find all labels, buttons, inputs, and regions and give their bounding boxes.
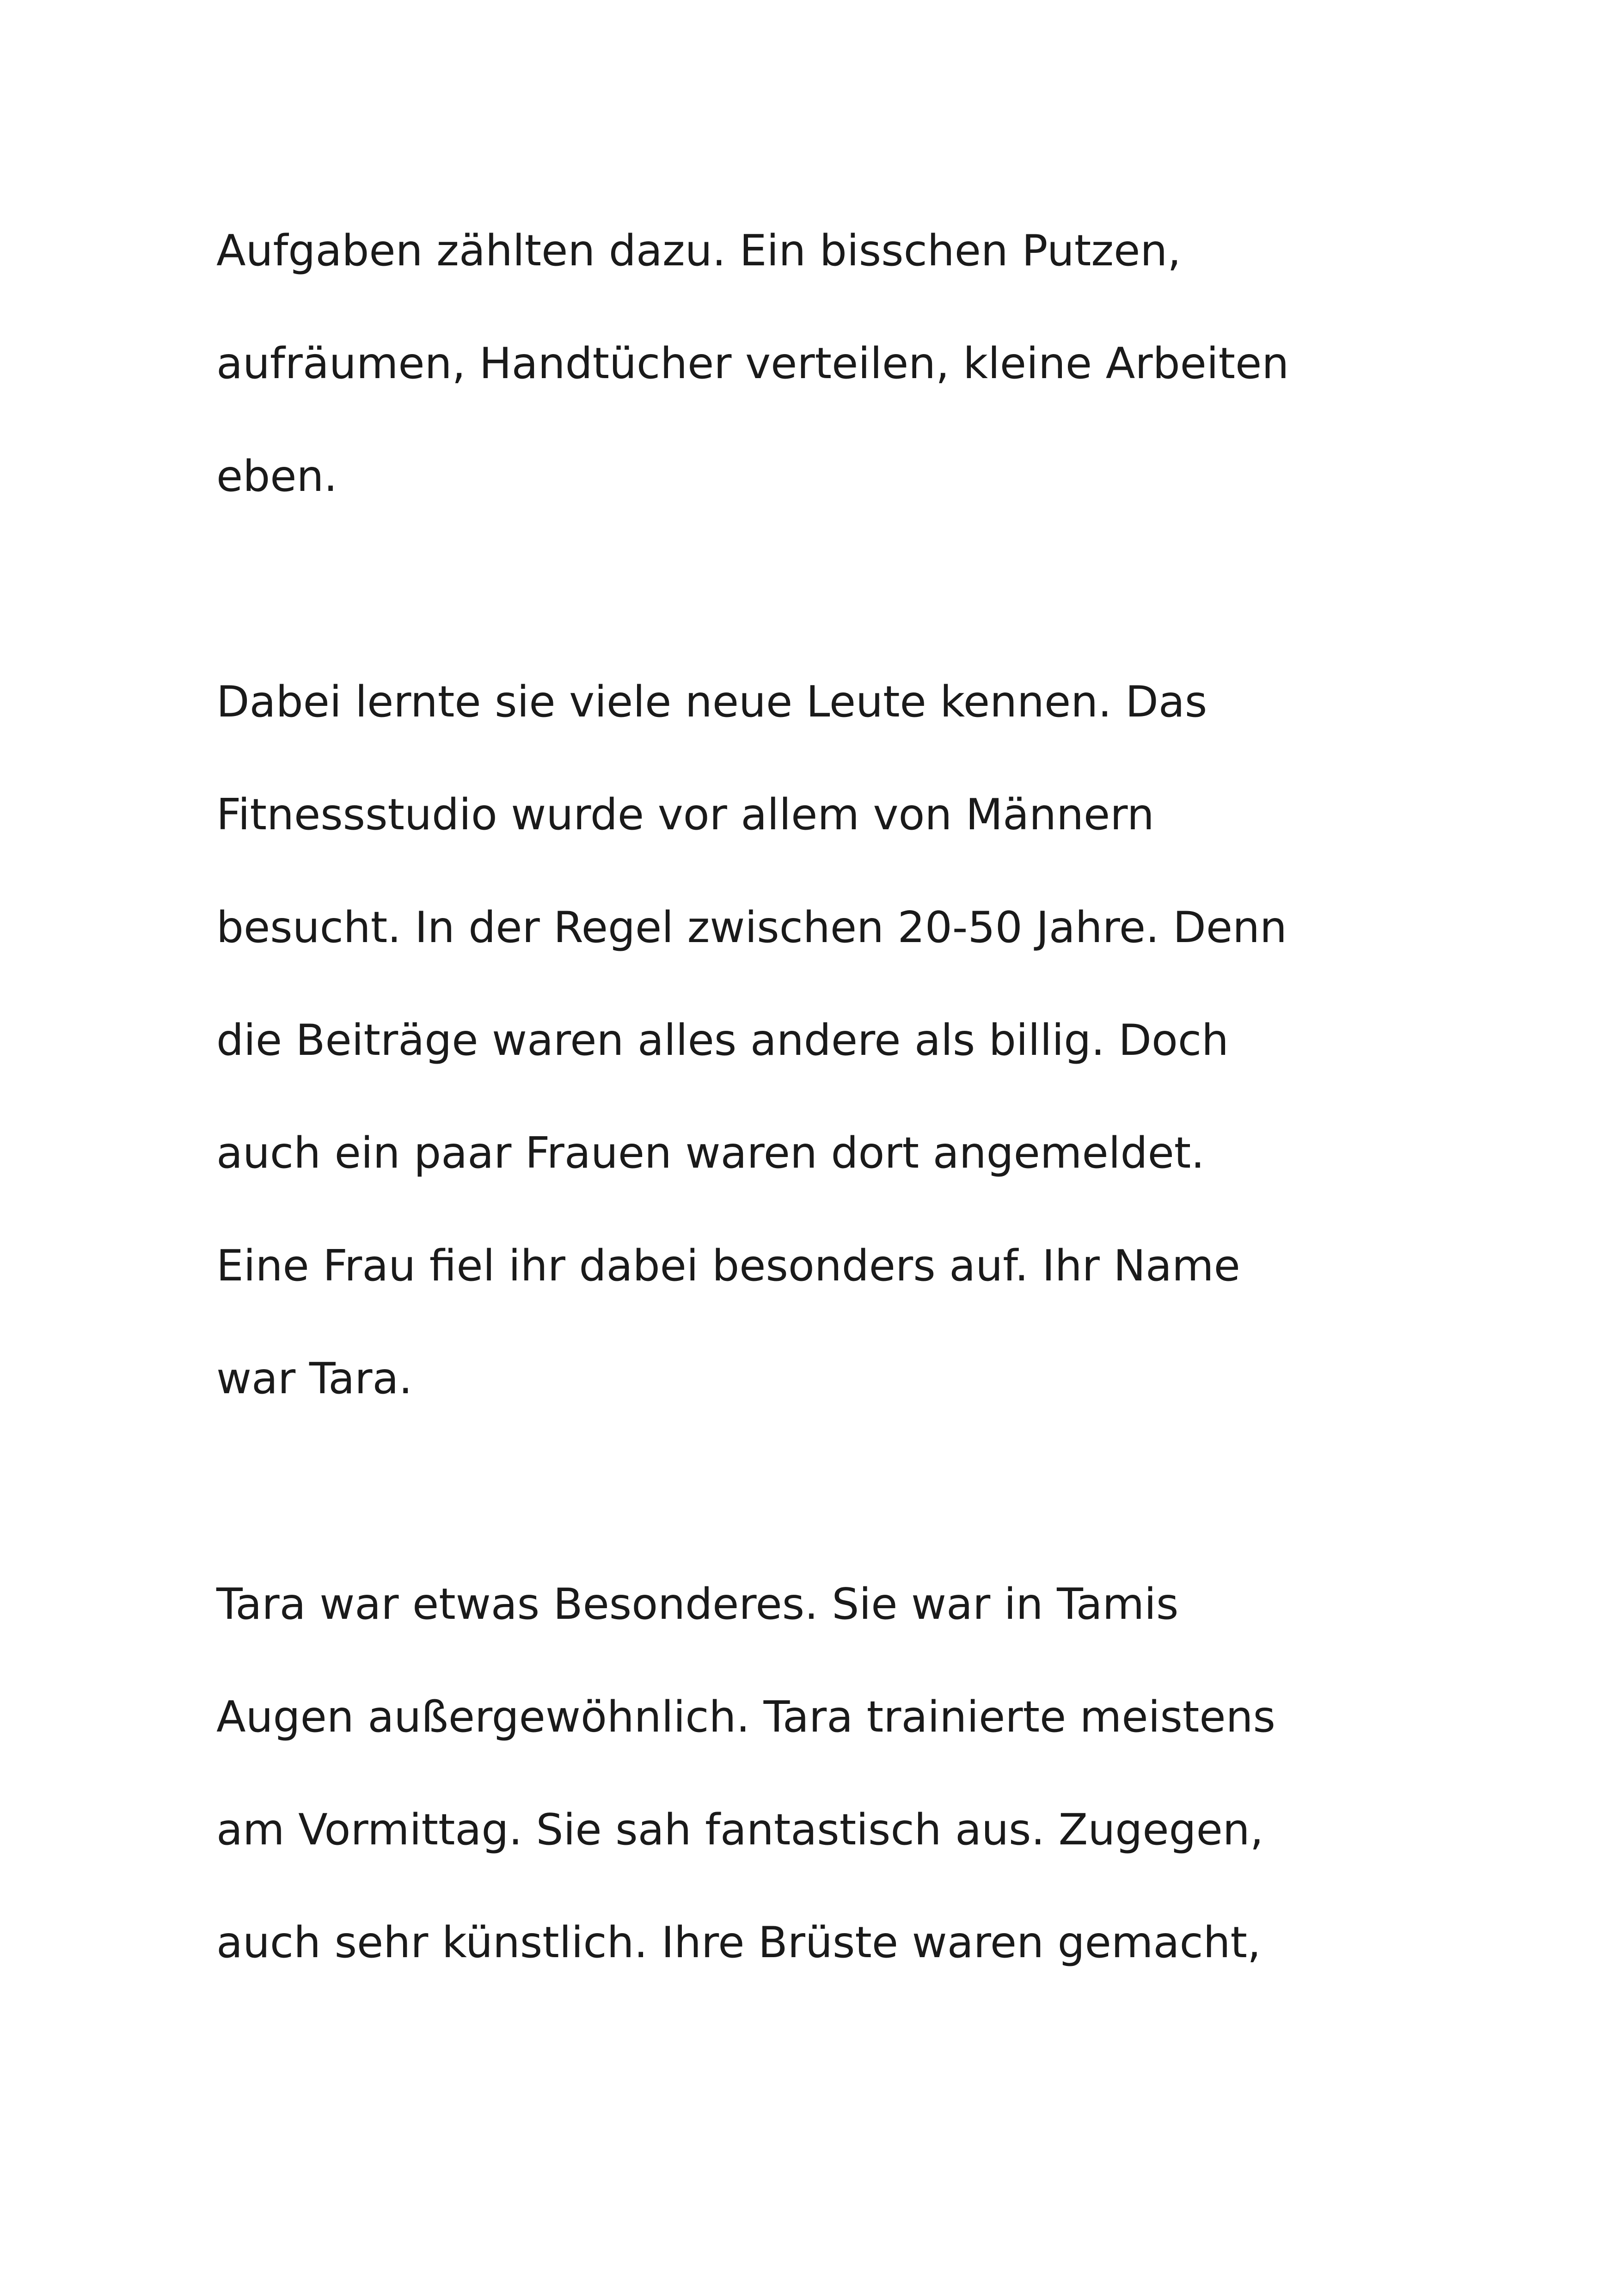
body-text [216,209,1418,2014]
text-line: Eine Frau fiel ihr dabei besonders auf. Ihr Name [216,1241,1240,1291]
text-line: Augen außergewöhnlich. Tara trainierte meistens [216,1692,1275,1742]
text-line: auch ein paar Frauen waren dort angemeldet. [216,1128,1205,1178]
paragraph-2 [216,660,1418,1450]
text-line: am Vormittag. Sie sah fantastisch aus. Zugegen, [216,1805,1264,1855]
paragraph-spacer [216,1450,1418,1562]
text-line: eben. [216,451,337,501]
text-line: besucht. In der Regel zwischen 20-50 Jahre. Denn [216,902,1287,952]
text-line: Tara war etwas Besonderes. Sie war in Tamis [216,1579,1179,1629]
text-line: war Tara. [216,1353,413,1403]
paragraph-1 [216,209,1418,547]
text-line: auch sehr künstlich. Ihre Brüste waren gemacht, [216,1917,1261,1967]
text-line: Dabei lernte sie viele neue Leute kennen. Das [216,677,1207,727]
text-line: aufräumen, Handtücher verteilen, kleine Arbeiten [216,338,1289,388]
text-line: die Beiträge waren alles andere als billig. Doch [216,1015,1229,1065]
text-line: Aufgaben zählten dazu. Ein bisschen Putzen, [216,226,1181,276]
paragraph-3 [216,1562,1418,2014]
paragraph-spacer [216,547,1418,660]
text-line: Fitnessstudio wurde vor allem von Männern [216,790,1154,839]
